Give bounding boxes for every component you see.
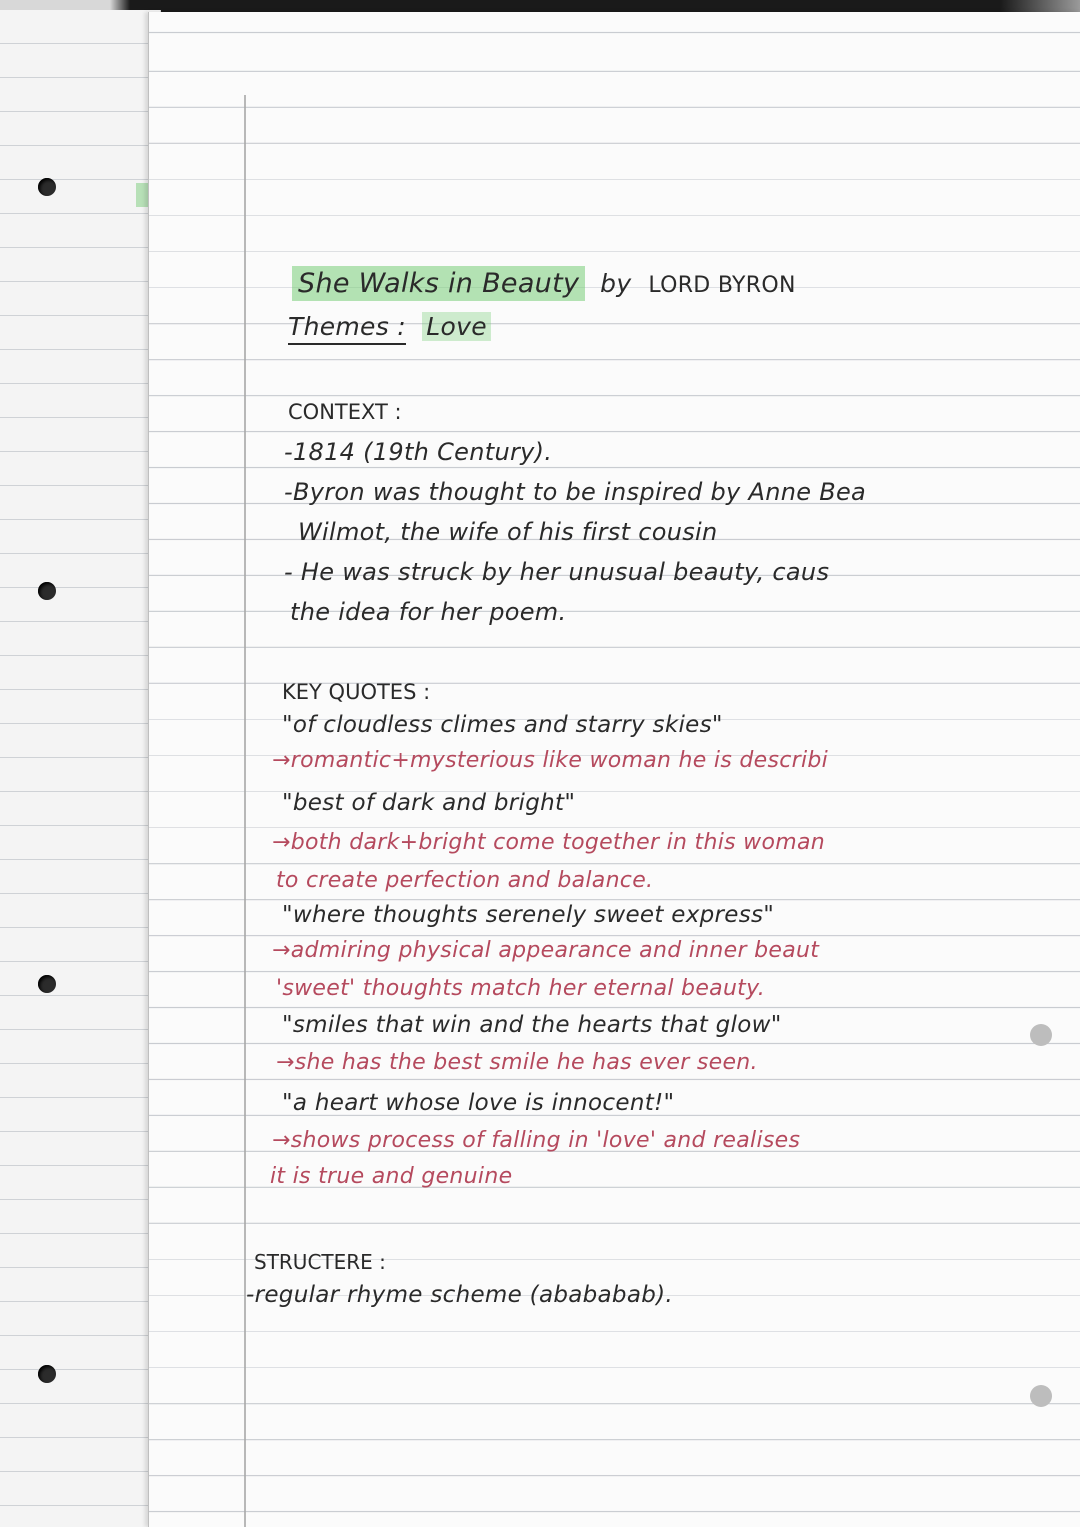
- annotation-line: →admiring physical appearance and inner beaut: [272, 938, 820, 963]
- page-title: [292, 270, 796, 297]
- poem-title: She Walks in Beauty: [292, 266, 585, 301]
- punch-hole: [38, 975, 56, 993]
- quote-line: "smiles that win and the hearts that glow": [282, 1012, 782, 1038]
- title-by: by: [600, 269, 632, 298]
- annotation-line: 'sweet' thoughts match her eternal beauty.: [276, 976, 766, 1001]
- punch-hole: [38, 178, 56, 196]
- context-line: -Byron was thought to be inspired by Anne Bea: [284, 478, 867, 506]
- key-quotes-heading: KEY QUOTES :: [282, 680, 431, 704]
- annotation-line: →romantic+mysterious like woman he is describi: [272, 748, 829, 773]
- top-edge: [0, 0, 1080, 12]
- quote-line: "where thoughts serenely sweet express": [282, 902, 775, 928]
- structure-heading: STRUCTERE :: [254, 1250, 386, 1274]
- punch-hole: [1030, 1385, 1052, 1407]
- punch-hole: [38, 1365, 56, 1383]
- margin-line: [244, 95, 246, 1527]
- quote-line: "a heart whose love is innocent!": [282, 1090, 675, 1116]
- annotation-line: to create perfection and balance.: [276, 868, 654, 893]
- context-line: Wilmot, the wife of his first cousin: [298, 518, 718, 546]
- context-line: -1814 (19th Century).: [284, 438, 553, 466]
- context-heading: CONTEXT :: [288, 400, 402, 424]
- quote-line: "best of dark and bright": [282, 790, 576, 816]
- context-line: - He was struck by her unusual beauty, caus: [284, 558, 830, 586]
- quote-line: "of cloudless climes and starry skies": [282, 712, 723, 738]
- annotation-line: it is true and genuine: [270, 1164, 513, 1189]
- themes-label: Themes :: [288, 312, 406, 345]
- themes-line: [288, 314, 491, 339]
- underlying-sheet: [0, 10, 161, 1527]
- annotation-line: →both dark+bright come together in this woman: [272, 830, 825, 855]
- annotation-line: →shows process of falling in 'love' and realises: [272, 1128, 801, 1153]
- punch-hole: [1030, 1024, 1052, 1046]
- structure-line: -regular rhyme scheme (abababab).: [246, 1282, 673, 1308]
- author-name: LORD BYRON: [648, 273, 796, 298]
- punch-hole: [38, 582, 56, 600]
- annotation-line: →she has the best smile he has ever seen.: [276, 1050, 758, 1075]
- context-line: the idea for her poem.: [290, 598, 567, 626]
- themes-value: Love: [422, 312, 491, 341]
